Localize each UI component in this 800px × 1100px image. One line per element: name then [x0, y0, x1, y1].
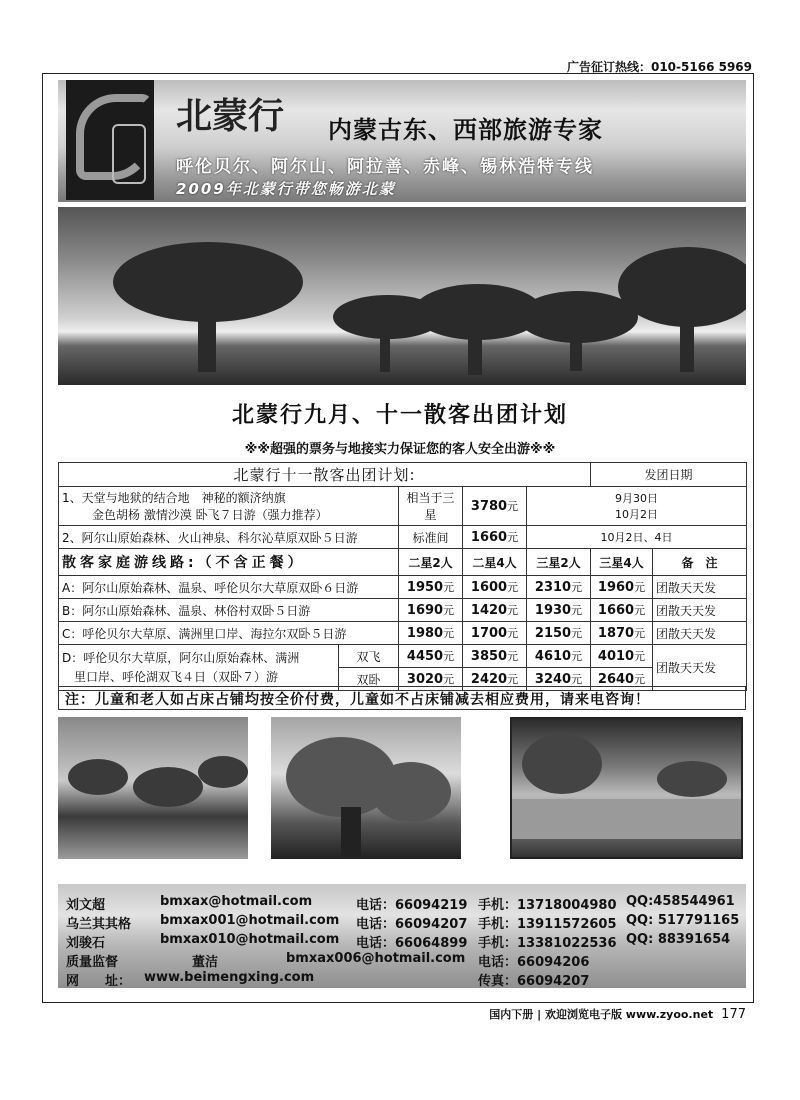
- route-b-note: 团散天天发: [653, 599, 747, 622]
- footer-text: 国内下册 | 欢迎浏览电子版 www.zyoo.net: [489, 1008, 714, 1021]
- tour-1-date-1: 9月30日: [615, 492, 658, 505]
- email-link[interactable]: bmxax006@hotmail.com: [286, 951, 466, 966]
- brand-logo: [66, 80, 154, 200]
- child-policy-note: 注：儿童和老人如占床占铺均按全价付费，儿童如不占床铺减去相应费用，请来电咨询！: [58, 686, 746, 710]
- tour-2-level: 标准间: [399, 526, 463, 549]
- col-2star-4: 二星4人: [463, 549, 527, 576]
- route-d-line1: D：呼伦贝尔大草原，阿尔山原始森林、满洲: [62, 650, 300, 665]
- route-d-option-fly: 双飞: [339, 645, 399, 668]
- route-a-name: A：阿尔山原始森林、温泉、呼伦贝尔大草原双卧６日游: [59, 576, 399, 599]
- table-row: B：阿尔山原始森林、温泉、林俗村双卧５日游 1690元 1420元 1930元 1660元 团散天天发: [59, 599, 747, 622]
- website-link[interactable]: www.beimengxing.com: [144, 970, 315, 985]
- hero-photo: [58, 207, 746, 385]
- route-a-note: 团散天天发: [653, 576, 747, 599]
- tour-1-line2: 金色胡杨 激情沙漠 卧飞７日游（强力推荐）: [92, 508, 328, 522]
- table-header: [59, 463, 747, 487]
- table-row: 1、天堂与地狱的结合地 神秘的额济纳旗 金色胡杨 激情沙漠 卧飞７日游（强力推荐） 相当于三星 3780元 9月30日 10月2日: [59, 487, 747, 526]
- table-row: A：阿尔山原始森林、温泉、呼伦贝尔大草原双卧６日游 1950元 1600元 2310元 1960元 团散天天发: [59, 576, 747, 599]
- tour-2-dates: 10月2日、4日: [527, 526, 747, 549]
- brand-name: 北蒙行: [176, 95, 285, 137]
- photo-lake-reflection: [510, 717, 743, 859]
- tour-1-date-2: 10月2日: [615, 508, 658, 521]
- col-2star-2: 二星2人: [399, 549, 463, 576]
- route-lines: 呼伦贝尔、阿尔山、阿拉善、赤峰、锡林浩特专线: [176, 157, 594, 177]
- col-3star-2: 三星2人: [527, 549, 591, 576]
- brand-slogan: 内蒙古东、西部旅游专家: [328, 116, 603, 144]
- route-d-option-sleeper: 双卧: [339, 668, 399, 691]
- family-title: 散客家庭游线路:（不含正餐）: [59, 549, 399, 576]
- photo-poplar-tree: [271, 717, 461, 859]
- route-c-note: 团散天天发: [653, 622, 747, 645]
- ad-hotline: 广告征订热线：010-5166 5969: [566, 60, 752, 74]
- col-remarks: 备 注: [653, 549, 747, 576]
- page-number: 177: [721, 1007, 746, 1022]
- tour-1-level: 相当于三星: [399, 487, 463, 526]
- page-subtitle: ※※超强的票务与地接实力保证您的客人安全出游※※: [244, 442, 556, 457]
- tour-table: [58, 462, 747, 691]
- table-row: C：呼伦贝尔大草原、满洲里口岸、海拉尔双卧５日游 1980元 1700元 2150元 1870元 团散天天发: [59, 622, 747, 645]
- route-b-name: B：阿尔山原始森林、温泉、林俗村双卧５日游: [59, 599, 399, 622]
- contact-panel: 刘文超 bmxax@hotmail.com 电话：66094219 手机：13718004980 QQ:458544961 乌兰其其格 bmxax001@hotmail.com 电话：66094207 手机：13911572605 QQ: 517791165 刘骏石 bmxax010@hotmail.com 电话：66064899 手机：13381022536 QQ: 88391654 质量监督 董洁 bmxax006@hotmail.com 电话：66094206 网 址： www.beimengxing.com 传真：66094207: [58, 884, 746, 988]
- tour-2-name: 2、阿尔山原始森林、火山神泉、科尔沁草原双卧５日游: [59, 526, 399, 549]
- col-3star-4: 三星4人: [591, 549, 653, 576]
- header-banner: [58, 80, 746, 202]
- year-tagline: 2009年北蒙行带您畅游北蒙: [176, 180, 396, 198]
- route-d-line2: 里口岸、呼伦湖双飞４日（双卧７）游: [74, 669, 279, 684]
- tour-2-price: 1660: [470, 530, 508, 545]
- tour-1-price: 3780: [470, 499, 508, 514]
- email-link[interactable]: bmxax@hotmail.com: [160, 894, 313, 909]
- table-row: 2、阿尔山原始森林、火山神泉、科尔沁草原双卧５日游 标准间 1660元 10月2日、4日: [59, 526, 747, 549]
- route-d-note: 团散天天发: [653, 645, 747, 691]
- route-c-name: C：呼伦贝尔大草原、满洲里口岸、海拉尔双卧５日游: [59, 622, 399, 645]
- table-title: 北蒙行十一散客出团计划:: [59, 463, 591, 487]
- family-header-row: [59, 549, 747, 576]
- table-row: 双卧 3020元 2420元 3240元 2640元: [59, 668, 747, 691]
- tour-1-line1: 1、天堂与地狱的结合地 神秘的额济纳旗: [62, 491, 286, 505]
- page-title: 北蒙行九月、十一散客出团计划: [231, 402, 568, 428]
- departure-date-header: 发团日期: [591, 463, 747, 487]
- email-link[interactable]: bmxax001@hotmail.com: [160, 913, 340, 928]
- email-link[interactable]: bmxax010@hotmail.com: [160, 932, 340, 947]
- page-footer: [489, 1006, 746, 1022]
- photo-poplars-river: [58, 717, 248, 859]
- table-row: D：呼伦贝尔大草原，阿尔山原始森林、满洲 里口岸、呼伦湖双飞４日（双卧７）游 双飞 4450元 3850元 4610元 4010元 团散天天发: [59, 645, 747, 668]
